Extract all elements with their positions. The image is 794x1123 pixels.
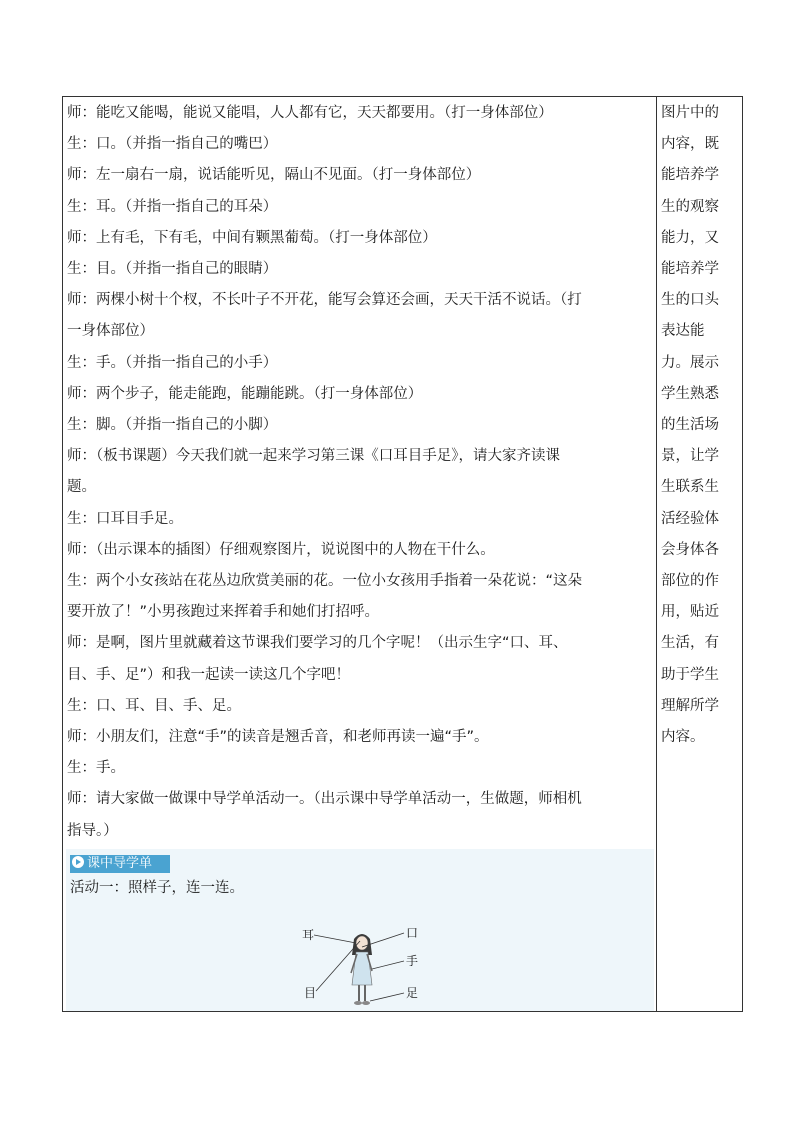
design-intent-line: 生的观察 (661, 198, 719, 215)
guide-sheet-title: 课中导学单 (70, 855, 170, 873)
lesson-table (62, 96, 743, 1012)
dialogue-line: 生：手。 (67, 760, 125, 777)
design-intent-line: 活经验体 (661, 510, 719, 527)
design-intent-line: 的生活场 (661, 417, 719, 433)
design-intent-line: 生活，有 (661, 635, 719, 652)
design-intent-line: 生的口头 (661, 292, 719, 309)
label-mouth: 口 (406, 926, 419, 940)
dialogue-line: 生：口、耳、目、手、足。 (67, 697, 241, 714)
label-hand: 手 (406, 954, 419, 968)
column-divider (656, 97, 657, 1011)
dialogue-line: 生：两个小女孩站在花丛边欣赏美丽的花。一位小女孩用手指着一朵花说：“这朵 (67, 573, 583, 589)
dialogue-line: 生：脚。（并指一指自己的小脚） (67, 417, 278, 433)
design-intent-line: 学生熟悉 (661, 385, 719, 402)
design-intent-line: 会身体各 (661, 541, 719, 558)
design-intent-line: 力。展示 (661, 354, 719, 371)
design-intent-line: 表达能 (661, 323, 705, 340)
matching-figure (296, 925, 426, 1009)
dialogue-line: 生：口。（并指一指自己的嘴巴） (67, 136, 278, 153)
dialogue-line: 题。 (67, 479, 96, 496)
dialogue-line: 目、手、足”）和我一起读一读这几个字吧！ (67, 666, 351, 683)
dialogue-line: 师：请大家做一做课中导学单活动一。（出示课中导学单活动一，生做题，师相机 (67, 791, 582, 808)
dialogue-line: 师：（出示课本的插图）仔细观察图片，说说图中的人物在干什么。 (67, 541, 495, 558)
design-intent-line: 能培养学 (661, 261, 719, 277)
design-intent-line: 内容，既 (661, 136, 719, 153)
design-intent-line: 生联系生 (661, 479, 719, 496)
guide-sheet-panel (66, 849, 654, 1011)
dialogue-line: 师：两个步子，能走能跑，能蹦能跳。（打一身体部位） (67, 385, 423, 402)
label-ear: 耳 (302, 928, 315, 942)
dialogue-line: 师：左一扇右一扇，说话能听见，隔山不见面。（打一身体部位） (67, 167, 481, 184)
dialogue-line: 一身体部位） (67, 323, 154, 340)
dialogue-line: 生：目。（并指一指自己的眼睛） (67, 261, 278, 277)
dialogue-line: 生：口耳目手足。 (67, 510, 183, 527)
dialogue-line: 师：（板书课题）今天我们就一起来学习第三课《口耳目手足》，请大家齐读课 (67, 448, 560, 465)
design-intent-line: 景，让学 (661, 448, 719, 465)
dialogue-line: 要开放了！”小男孩跑过来挥着手和她们打招呼。 (67, 604, 380, 621)
dialogue-line: 师：能吃又能喝，能说又能唱，人人都有它，天天都要用。（打一身体部位） (67, 105, 553, 121)
dialogue-line: 师：两棵小树十个杈，不长叶子不开花，能写会算还会画，天天干活不说话。（打 (67, 292, 582, 309)
design-intent-line: 理解所学 (661, 697, 719, 714)
dialogue-line: 师：上有毛，下有毛，中间有颗黑葡萄。（打一身体部位） (67, 229, 437, 246)
activity-instruction: 活动一：照样子，连一连。 (70, 880, 244, 896)
design-intent-line: 能力，又 (661, 229, 719, 246)
dialogue-line: 师：是啊，图片里就藏着这节课我们要学习的几个字呢！（出示生字“口、耳、 (67, 635, 568, 652)
dialogue-line: 生：耳。（并指一指自己的耳朵） (67, 198, 278, 215)
play-icon (72, 856, 84, 868)
label-foot: 足 (406, 986, 419, 1000)
design-intent-line: 助于学生 (661, 666, 719, 683)
dialogue-line: 师：小朋友们，注意“手”的读音是翘舌音，和老师再读一遍“手”。 (67, 729, 489, 745)
design-intent-line: 图片中的 (661, 105, 719, 121)
design-intent-line: 内容。 (661, 729, 705, 745)
dialogue-line: 生：手。（并指一指自己的小手） (67, 354, 278, 371)
design-intent-line: 能培养学 (661, 167, 719, 184)
dialogue-line: 指导。） (67, 822, 118, 839)
design-intent-line: 部位的作 (661, 573, 719, 589)
design-intent-line: 用，贴近 (661, 604, 719, 621)
label-eye: 目 (304, 986, 317, 1000)
